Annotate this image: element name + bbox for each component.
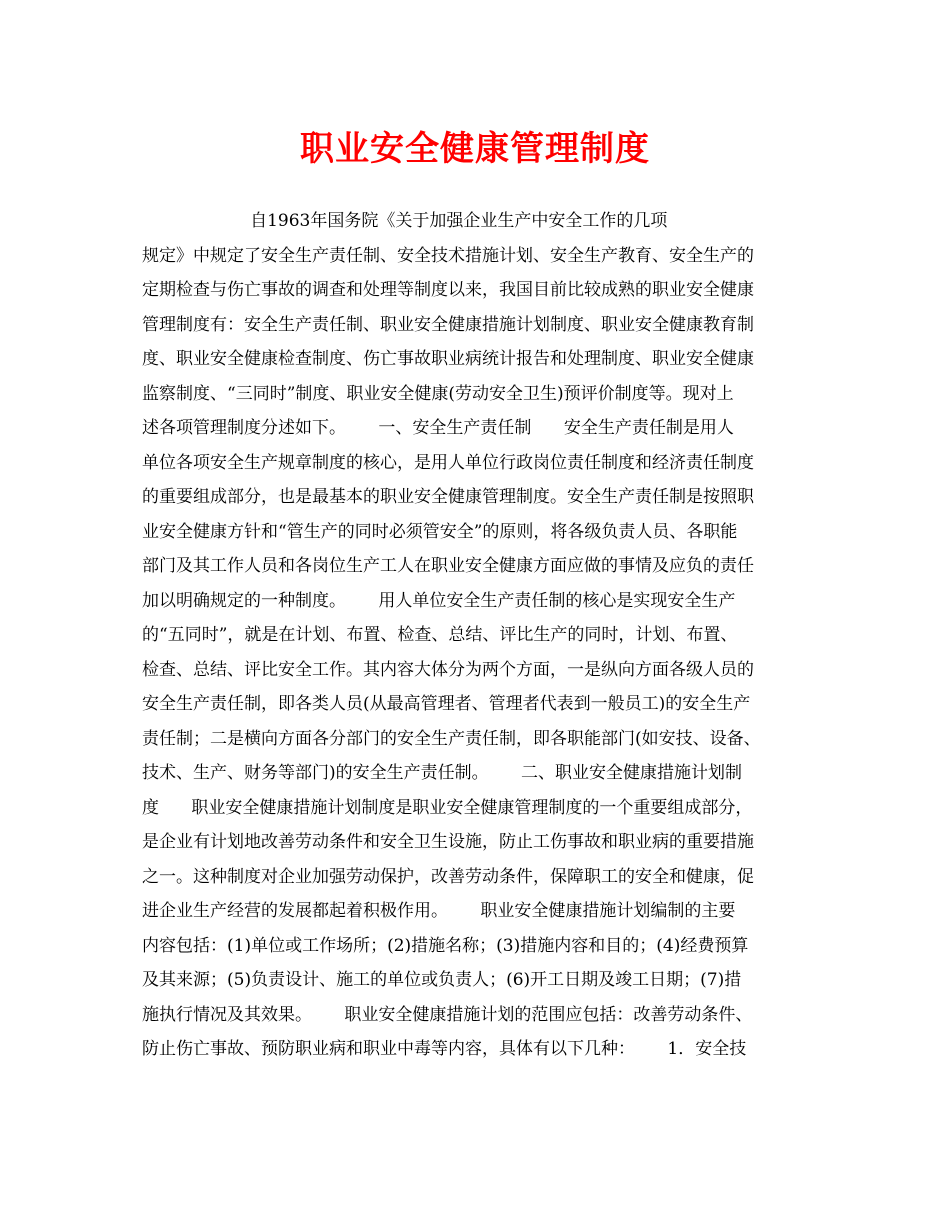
body-line: 度 职业安全健康措施计划制度是职业安全健康管理制度的一个重要组成部分， [142, 797, 753, 818]
body-line: 防止伤亡事故、预防职业病和职业中毒等内容，具体有以下几种： 1．安全技 [142, 1039, 747, 1059]
body-line: 责任制；二是横向方面各分部门的安全生产责任制，即各职能部门(如安技、设备、 [142, 728, 761, 749]
body-line: 述各项管理制度分述如下。 一、安全生产责任制 安全生产责任制是用人 [142, 418, 734, 438]
body-line: 定期检查与伤亡事故的调查和处理等制度以来，我国目前比较成熟的职业安全健康 [142, 280, 754, 300]
body-line: 安全生产责任制，即各类人员(从最高管理者、管理者代表到一般员工)的安全生产 [142, 694, 751, 714]
body-line: 单位各项安全生产规章制度的核心，是用人单位行政岗位责任制度和经济责任制度 [142, 452, 754, 473]
body-line: 自1963年国务院《关于加强企业生产中安全工作的几项 [142, 211, 668, 231]
body-line: 之一。这种制度对企业加强劳动保护，改善劳动条件，保障职工的安全和健康，促 [142, 866, 754, 887]
body-line: 的重要组成部分，也是最基本的职业安全健康管理制度。安全生产责任制是按照职 [142, 487, 754, 507]
body-line: 是企业有计划地改善劳动条件和安全卫生设施，防止工伤事故和职业病的重要措施 [142, 832, 754, 852]
body-line: 部门及其工作人员和各岗位生产工人在职业安全健康方面应做的事情及应负的责任 [142, 556, 754, 576]
body-line: 度、职业安全健康检查制度、伤亡事故职业病统计报告和处理制度、职业安全健康 [142, 349, 754, 369]
body-line: 及其来源；(5)负责设计、施工的单位或负责人；(6)开工日期及竣工日期；(7)措 [142, 970, 742, 990]
body-line: 业安全健康方针和“管生产的同时必须管安全”的原则，将各级负责人员、各职能 [142, 521, 738, 542]
document-body [142, 204, 832, 1067]
body-line: 监察制度、“三同时”制度、职业安全健康(劳动安全卫生)预评价制度等。现对上 [142, 383, 734, 404]
body-line: 内容包括：(1)单位或工作场所；(2)措施名称；(3)措施内容和目的；(4)经费预算 [142, 935, 749, 956]
body-line: 进企业生产经营的发展都起着积极作用。 职业安全健康措施计划编制的主要 [142, 901, 736, 921]
body-line: 检查、总结、评比安全工作。其内容大体分为两个方面，一是纵向方面各级人员的 [142, 659, 754, 680]
body-line: 管理制度有：安全生产责任制、职业安全健康措施计划制度、职业安全健康教育制 [142, 314, 754, 335]
body-line: 的“五同时”，就是在计划、布置、检查、总结、评比生产的同时，计划、布置、 [142, 625, 738, 645]
body-line: 规定》中规定了安全生产责任制、安全技术措施计划、安全生产教育、安全生产的 [142, 245, 754, 266]
document-title: 职业安全健康管理制度 [300, 129, 650, 169]
body-line: 加以明确规定的一种制度。 用人单位安全生产责任制的核心是实现安全生产 [142, 590, 736, 611]
body-line: 施执行情况及其效果。 职业安全健康措施计划的范围应包括：改善劳动条件、 [142, 1004, 753, 1025]
body-line: 技术、生产、财务等部门)的安全生产责任制。 二、职业安全健康措施计划制 [142, 763, 743, 783]
